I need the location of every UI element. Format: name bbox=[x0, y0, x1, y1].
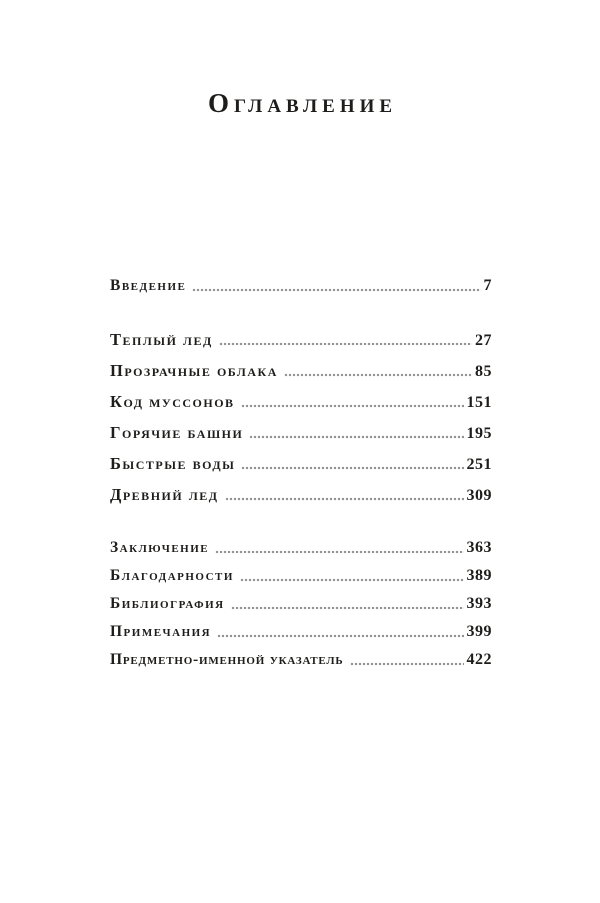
toc-row[interactable] bbox=[110, 324, 492, 355]
toc-entry-label: Древний лед bbox=[110, 485, 219, 504]
dot-leader bbox=[225, 479, 464, 510]
page-title: Оглавление bbox=[207, 88, 398, 118]
toc-entry-page: 422 bbox=[466, 651, 492, 668]
toc-entry-label: Введение bbox=[110, 277, 187, 294]
toc-row[interactable] bbox=[110, 590, 492, 618]
table-of-contents bbox=[0, 275, 600, 674]
toc-entry-page: 7 bbox=[483, 277, 492, 294]
toc-row[interactable] bbox=[110, 479, 492, 510]
toc-group-intro bbox=[110, 275, 492, 297]
dot-leader bbox=[217, 618, 463, 646]
dot-leader bbox=[219, 324, 472, 355]
dot-leader bbox=[284, 355, 472, 386]
toc-row[interactable] bbox=[110, 275, 492, 297]
toc-entry-label: Быстрые воды bbox=[110, 454, 236, 473]
toc-entry-page: 85 bbox=[475, 363, 492, 380]
toc-entry-page: 393 bbox=[466, 595, 492, 612]
toc-group-chapters bbox=[110, 324, 492, 510]
toc-entry-page: 251 bbox=[466, 456, 492, 473]
dot-leader bbox=[240, 562, 464, 590]
toc-group-backmatter bbox=[110, 534, 492, 674]
toc-entry-label: Код муссонов bbox=[110, 392, 235, 411]
toc-entry-label: Заключение bbox=[110, 539, 210, 556]
toc-entry-page: 399 bbox=[466, 623, 492, 640]
toc-row[interactable] bbox=[110, 646, 492, 674]
dot-leader bbox=[215, 534, 463, 562]
toc-entry-label: Библиография bbox=[110, 595, 225, 612]
toc-entry-page: 363 bbox=[466, 539, 492, 556]
toc-entry-label: Прозрачные облака bbox=[110, 361, 278, 380]
toc-row[interactable] bbox=[110, 386, 492, 417]
toc-entry-page: 27 bbox=[475, 332, 492, 349]
toc-entry-label: Предметно-именной указатель bbox=[110, 651, 344, 668]
dot-leader bbox=[350, 646, 464, 674]
toc-row[interactable] bbox=[110, 534, 492, 562]
toc-row[interactable] bbox=[110, 618, 492, 646]
toc-row[interactable] bbox=[110, 355, 492, 386]
toc-row[interactable] bbox=[110, 417, 492, 448]
toc-entry-label: Примечания bbox=[110, 623, 212, 640]
toc-entry-label: Теплый лед bbox=[110, 330, 213, 349]
dot-leader bbox=[231, 590, 464, 618]
dot-leader bbox=[241, 448, 463, 479]
toc-entry-label: Благодарности bbox=[110, 567, 234, 584]
dot-leader bbox=[241, 386, 464, 417]
toc-row[interactable] bbox=[110, 562, 492, 590]
toc-entry-page: 389 bbox=[466, 567, 492, 584]
toc-entry-page: 195 bbox=[466, 425, 492, 442]
toc-entry-page: 151 bbox=[466, 394, 492, 411]
toc-entry-page: 309 bbox=[466, 487, 492, 504]
dot-leader bbox=[249, 417, 463, 448]
dot-leader bbox=[192, 275, 480, 297]
toc-row[interactable] bbox=[110, 448, 492, 479]
toc-entry-label: Горячие башни bbox=[110, 423, 244, 442]
